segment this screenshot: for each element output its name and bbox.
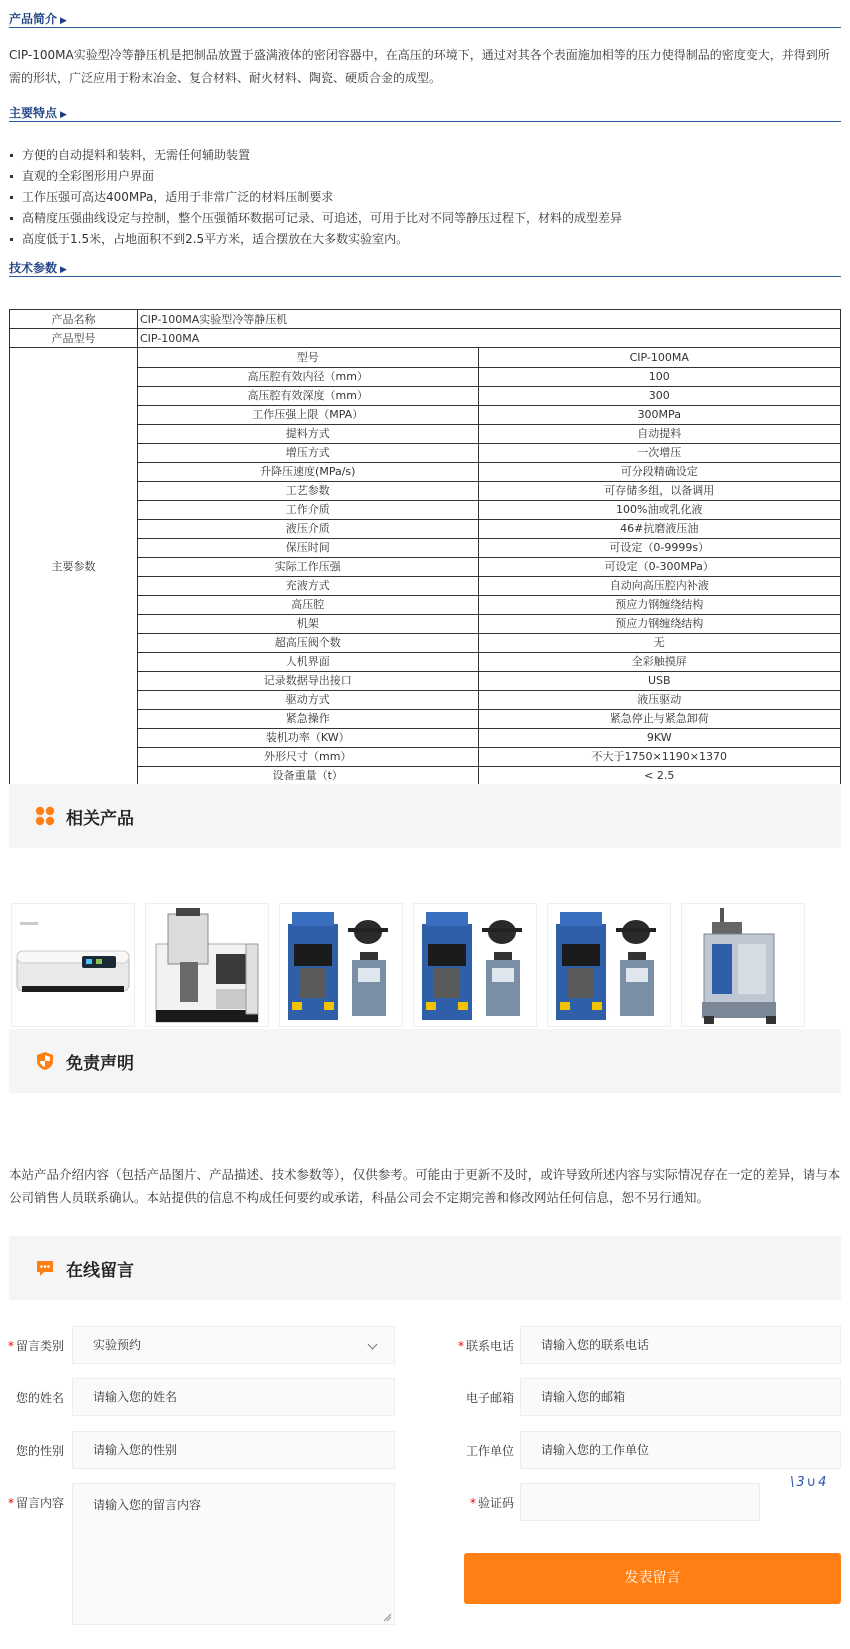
features-section-title: 主要特点 ▶ <box>9 106 67 120</box>
param-name: 装机功率（KW） <box>138 728 478 747</box>
main-params-table <box>138 348 840 785</box>
related-products-header <box>9 784 841 848</box>
message-header <box>9 1236 841 1300</box>
spec-key: 产品名称 <box>10 310 138 329</box>
spec-key: 产品型号 <box>10 329 138 348</box>
table-row <box>138 595 840 614</box>
captcha-input[interactable] <box>520 1483 760 1521</box>
press-machine-image <box>414 904 536 1026</box>
table-row <box>138 709 840 728</box>
param-name: 紧急操作 <box>138 709 478 728</box>
product-image[interactable] <box>413 903 537 1027</box>
table-row <box>138 614 840 633</box>
param-name: 充液方式 <box>138 576 478 595</box>
feature-item: 直观的全彩图形用户界面 <box>9 166 841 187</box>
param-value: 可分段精确设定 <box>478 462 840 481</box>
param-name: 型号 <box>138 348 478 367</box>
table-row <box>138 519 840 538</box>
param-name: 实际工作压强 <box>138 557 478 576</box>
feature-item: 高精度压强曲线设定与控制，整个压强循环数据可记录、可追述，可用于比对不同等静压过程下，材料的成型差异 <box>9 208 841 229</box>
param-value: 紧急停止与紧急卸荷 <box>478 709 840 728</box>
param-name: 驱动方式 <box>138 690 478 709</box>
arrow-right-icon: ▶ <box>60 110 67 120</box>
param-value: 预应力钢缠绕结构 <box>478 595 840 614</box>
category-selected-value: 实验预约 <box>93 1338 142 1352</box>
feature-list <box>9 145 841 250</box>
required-mark: * <box>7 1496 14 1510</box>
features-section-header <box>9 102 841 122</box>
table-row <box>138 443 840 462</box>
param-name: 提料方式 <box>138 424 478 443</box>
name-input[interactable]: 请输入您的姓名 <box>72 1378 395 1416</box>
product-image[interactable] <box>547 903 671 1027</box>
product-image[interactable] <box>279 903 403 1027</box>
email-label: 电子邮箱 <box>465 1391 514 1405</box>
press-machine-image <box>146 904 268 1026</box>
content-label: * 留言内容 <box>7 1496 64 1510</box>
param-value: 无 <box>478 633 840 652</box>
param-name: 高压腔有效深度（mm） <box>138 386 478 405</box>
param-value: 全彩触摸屏 <box>478 652 840 671</box>
table-row <box>138 386 840 405</box>
param-value: 300MPa <box>478 405 840 424</box>
specs-section-title: 技术参数 ▶ <box>9 261 67 275</box>
table-row <box>138 690 840 709</box>
table-row <box>138 652 840 671</box>
specs-section-header <box>9 257 841 277</box>
param-name: 工艺参数 <box>138 481 478 500</box>
param-value: 可设定（0-300MPa） <box>478 557 840 576</box>
required-mark: * <box>457 1339 464 1353</box>
company-label: 工作单位 <box>465 1444 514 1458</box>
param-name: 人机界面 <box>138 652 478 671</box>
gender-label: 您的性别 <box>15 1444 64 1458</box>
table-row <box>138 462 840 481</box>
press-machine-image <box>682 904 804 1026</box>
intro-section-title: 产品简介 ▶ <box>9 12 67 26</box>
message-title: 在线留言 <box>66 1261 134 1281</box>
content-textarea[interactable] <box>72 1483 395 1625</box>
param-name: 工作压强上限（MPA） <box>138 405 478 424</box>
required-mark: * <box>7 1339 14 1353</box>
disclaimer-text: 本站产品介绍内容（包括产品图片、产品描述、技术参数等），仅供参考。可能由于更新不及时，或许导致所述内容与实际情况存在一定的差异，请与本公司销售人员联系确认。本站提供的信息不构成任何要约或承诺，科晶公司会不定期完善和修改网站任何信息，恕不另行通知。 <box>9 1167 841 1205</box>
param-value: 可存储多组，以备调用 <box>478 481 840 500</box>
param-name: 外形尺寸（mm） <box>138 747 478 766</box>
spec-value: CIP-100MA <box>138 329 841 348</box>
arrow-right-icon: ▶ <box>60 265 67 275</box>
gender-input[interactable]: 请输入您的性别 <box>72 1431 395 1469</box>
param-name: 工作介质 <box>138 500 478 519</box>
table-row <box>10 310 841 329</box>
email-input[interactable]: 请输入您的邮箱 <box>520 1378 841 1416</box>
param-name: 超高压阀个数 <box>138 633 478 652</box>
main-params-cell <box>138 348 841 786</box>
intro-section-header <box>9 8 841 28</box>
company-input[interactable]: 请输入您的工作单位 <box>520 1431 841 1469</box>
sealer-machine-image <box>12 904 134 1026</box>
product-image[interactable] <box>11 903 135 1027</box>
name-label: 您的姓名 <box>15 1391 64 1405</box>
phone-input[interactable]: 请输入您的联系电话 <box>520 1326 841 1364</box>
param-value: 一次增压 <box>478 443 840 462</box>
resize-grip-icon[interactable] <box>383 1613 392 1622</box>
param-name: 保压时间 <box>138 538 478 557</box>
submit-button[interactable]: 发表留言 <box>464 1553 841 1604</box>
table-row <box>138 728 840 747</box>
spec-value: CIP-100MA实验型冷等静压机 <box>138 310 841 329</box>
spec-key: 主要参数 <box>10 348 138 786</box>
param-value: 100%油或乳化液 <box>478 500 840 519</box>
disclaimer-title: 免责声明 <box>66 1054 134 1074</box>
category-select[interactable] <box>72 1326 395 1364</box>
table-row <box>138 424 840 443</box>
param-name: 设备重量（t） <box>138 766 478 785</box>
param-name: 高压腔 <box>138 595 478 614</box>
param-value: 自动提料 <box>478 424 840 443</box>
table-row <box>138 633 840 652</box>
param-value: 300 <box>478 386 840 405</box>
param-value: USB <box>478 671 840 690</box>
param-name: 升降压速度(MPa/s) <box>138 462 478 481</box>
table-row <box>138 557 840 576</box>
disclaimer-header <box>9 1029 841 1093</box>
arrow-right-icon: ▶ <box>60 16 67 26</box>
table-row <box>138 576 840 595</box>
param-name: 记录数据导出接口 <box>138 671 478 690</box>
param-name: 高压腔有效内径（mm） <box>138 367 478 386</box>
table-row <box>138 367 840 386</box>
param-value: < 2.5 <box>644 769 675 783</box>
table-row <box>10 329 841 348</box>
captcha-label: * 验证码 <box>469 1496 514 1510</box>
press-machine-image <box>280 904 402 1026</box>
param-value: CIP-100MA <box>478 348 840 367</box>
table-row <box>138 405 840 424</box>
table-row <box>138 671 840 690</box>
param-value: 46#抗磨液压油 <box>478 519 840 538</box>
chevron-down-icon <box>368 1340 378 1350</box>
required-mark: * <box>469 1496 476 1510</box>
table-row <box>138 481 840 500</box>
chat-bubble-icon <box>35 1258 55 1278</box>
param-name: 液压介质 <box>138 519 478 538</box>
product-image[interactable] <box>681 903 805 1027</box>
feature-item: 高度低于1.5米，占地面积不到2.5平方米，适合摆放在大多数实验室内。 <box>9 229 841 250</box>
param-value: 100 <box>478 367 840 386</box>
product-intro-text: CIP-100MA实验型冷等静压机是把制品放置于盛满液体的密闭容器中，在高压的环境下，通过对其各个表面施加相等的压力使得制品的密度变大，并得到所需的形状，广泛应用于粉末冶金、复合材料、耐火材料、陶瓷、硬质合金的成型。 <box>9 48 830 85</box>
spec-table <box>9 309 841 786</box>
table-row <box>138 348 840 367</box>
param-value: 可设定（0-9999s） <box>478 538 840 557</box>
param-name: 增压方式 <box>138 443 478 462</box>
table-row <box>138 747 840 766</box>
shield-icon <box>35 1051 55 1071</box>
param-value: 不大于1750×1190×1370 <box>478 747 840 766</box>
category-label: * 留言类别 <box>7 1339 64 1353</box>
related-products-title: 相关产品 <box>66 809 134 829</box>
product-image[interactable] <box>145 903 269 1027</box>
param-value: 9KW <box>478 728 840 747</box>
content-placeholder: 请输入您的留言内容 <box>93 1498 202 1512</box>
table-row <box>10 348 841 786</box>
param-value: 自动向高压腔内补液 <box>478 576 840 595</box>
param-value: 液压驱动 <box>478 690 840 709</box>
phone-label: * 联系电话 <box>457 1339 514 1353</box>
param-name: 机架 <box>138 614 478 633</box>
press-machine-image <box>548 904 670 1026</box>
table-row <box>138 766 840 785</box>
table-row <box>138 500 840 519</box>
table-row <box>138 538 840 557</box>
feature-item: 方便的自动提料和装料，无需任何辅助装置 <box>9 145 841 166</box>
feature-item: 工作压强可高达400MPa，适用于非常广泛的材料压制要求 <box>9 187 841 208</box>
param-value: 预应力钢缠绕结构 <box>478 614 840 633</box>
captcha-image[interactable]: \3∪4 <box>790 1475 829 1490</box>
grid-icon <box>35 806 55 826</box>
